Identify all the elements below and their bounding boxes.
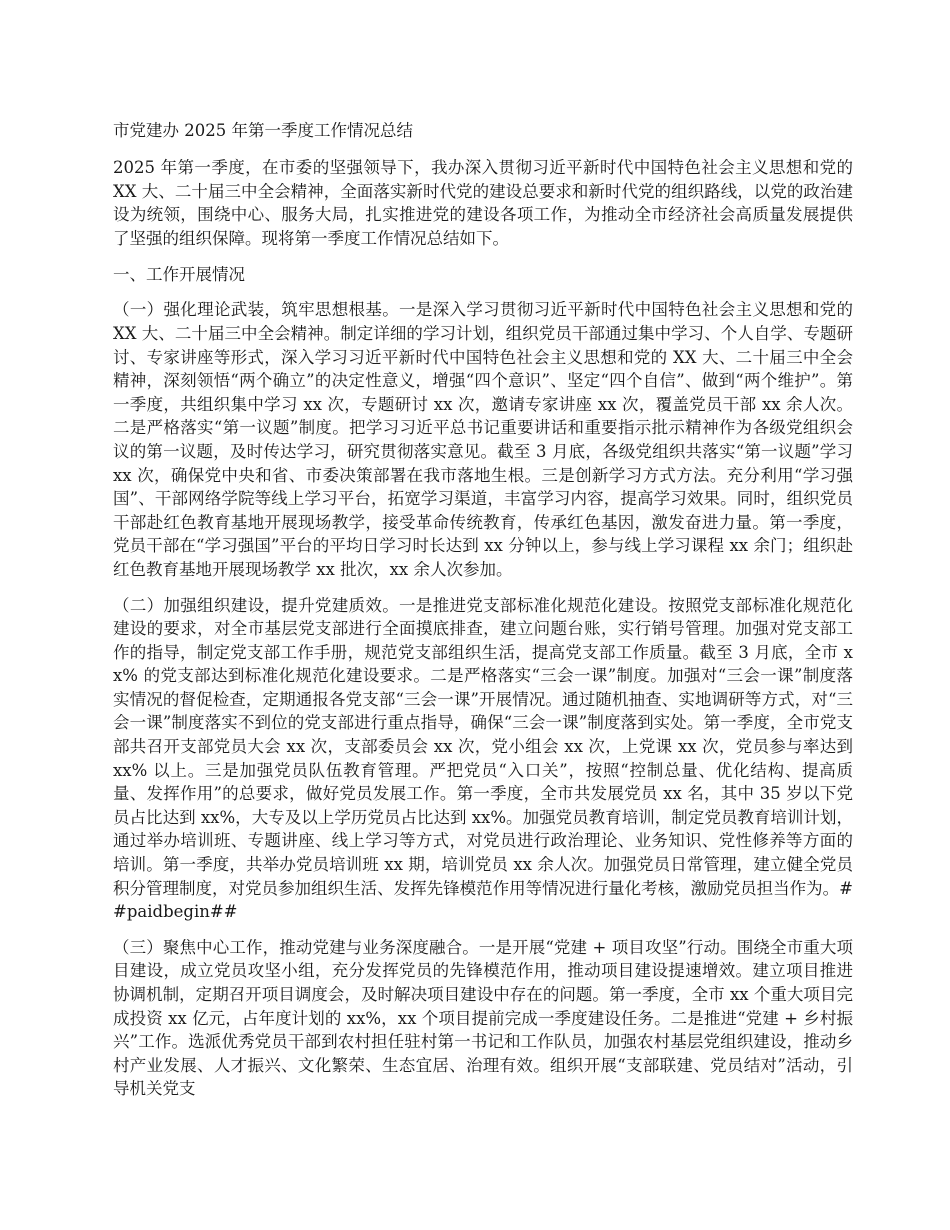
paragraph-theory: （一）强化理论武装，筑牢思想根基。一是深入学习贯彻习近平新时代中国特色社会主义思想和党的 XX 大、二十届三中全会精神。制定详细的学习计划，组织党员干部通过集中学习、个人自学、专题研讨、专家讲座等形式，深入学习习近平新时代中国特色社会主义思想和党的 XX 大、二十届三中全会精神，深刻领悟“两个确立”的决定性意义，增强“四个意识”、坚定“四个自信”、做到“两个维护”。第一季度，共组织集中学习 xx 次，专题研讨 xx 次，邀请专家讲座 xx 次，覆盖党员干部 xx 余人次。二是严格落实“第一议题”制度。把学习习近平总书记重要讲话和重要指示批示精神作为各级党组织会议的第一议题，及时传达学习，研究贯彻落实意见。截至 3 月底，各级党组织共落实“第一议题”学习 xx 次，确保党中央和省、市委决策部署在我市落地生根。三是创新学习方式方法。充分利用“学习强国”、干部网络学院等线上学习平台，拓宽学习渠道，丰富学习内容，提高学习效果。同时，组织党员干部赴红色教育基地开展现场教学，接受革命传统教育，传承红色基因，激发奋进力量。第一季度，党员干部在“学习强国”平台的平均日学习时长达到 xx 分钟以上，参与线上学习课程 xx 余门；组织赴红色教育基地开展现场教学 xx 批次，xx 余人次参加。 <box>113 300 853 579</box>
intro-paragraph: 2025 年第一季度，在市委的坚强领导下，我办深入贯彻习近平新时代中国特色社会主义思想和党的 XX 大、二十届三中全会精神，全面落实新时代党的建设总要求和新时代党的组织路线，以党的政治建设为统领，围绕中心、服务大局，扎实推进党的建设各项工作，为推动全市经济社会高质量发展提供了坚强的组织保障。现将第一季度工作情况总结如下。 <box>113 158 853 248</box>
paragraph-organization: （二）加强组织建设，提升党建质效。一是推进党支部标准化规范化建设。按照党支部标准化规范化建设的要求，对全市基层党支部进行全面摸底排查，建立问题台账，实行销号管理。加强对党支部工作的指导，制定党支部工作手册，规范党支部组织生活，提高党支部工作质量。截至 3 月底，全市 xx% 的党支部达到标准化规范化建设要求。二是严格落实“三会一课”制度。加强对“三会一课”制度落实情况的督促检查，定期通报各党支部“三会一课”开展情况。通过随机抽查、实地调研等方式，对“三会一课”制度落实不到位的党支部进行重点指导，确保“三会一课”制度落到实处。第一季度，全市党支部共召开支部党员大会 xx 次，支部委员会 xx 次，党小组会 xx 次，上党课 xx 次，党员参与率达到 xx% 以上。三是加强党员队伍教育管理。严把党员“入口关”，按照“控制总量、优化结构、提高质量、发挥作用”的总要求，做好党员发展工作。第一季度，全市共发展党员 xx 名，其中 35 岁以下党员占比达到 xx%，大专及以上学历党员占比达到 xx%。加强党员教育培训，制定党员教育培训计划，通过举办培训班、专题讲座、线上学习等方式，对党员进行政治理论、业务知识、党性修养等方面的培训。第一季度，共举办党员培训班 xx 期，培训党员 xx 余人次。加强党员日常管理，建立健全党员积分管理制度，对党员参加组织生活、发挥先锋模范作用等情况进行量化考核，激励党员担当作为。##paidbegin## <box>113 595 853 922</box>
section-heading: 一、工作开展情况 <box>113 265 245 285</box>
document-page <box>113 118 853 1113</box>
document-title: 市党建办 2025 年第一季度工作情况总结 <box>113 121 413 140</box>
paragraph-central-work: （三）聚焦中心工作，推动党建与业务深度融合。一是开展“党建 + 项目攻坚”行动。围绕全市重大项目建设，成立党员攻坚小组，充分发挥党员的先锋模范作用，推动项目建设提速增效。建立项目推进协调机制，定期召开项目调度会，及时解决项目建设中存在的问题。第一季度，全市 xx 个重大项目完成投资 xx 亿元，占年度计划的 xx%，xx 个项目提前完成一季度建设任务。二是推进“党建 + 乡村振兴”工作。选派优秀党员干部到农村担任驻村第一书记和工作队员，加强农村基层党组织建设，推动乡村产业发展、人才振兴、文化繁荣、生态宜居、治理有效。组织开展“支部联建、党员结对”活动，引导机关党支 <box>113 937 853 1099</box>
